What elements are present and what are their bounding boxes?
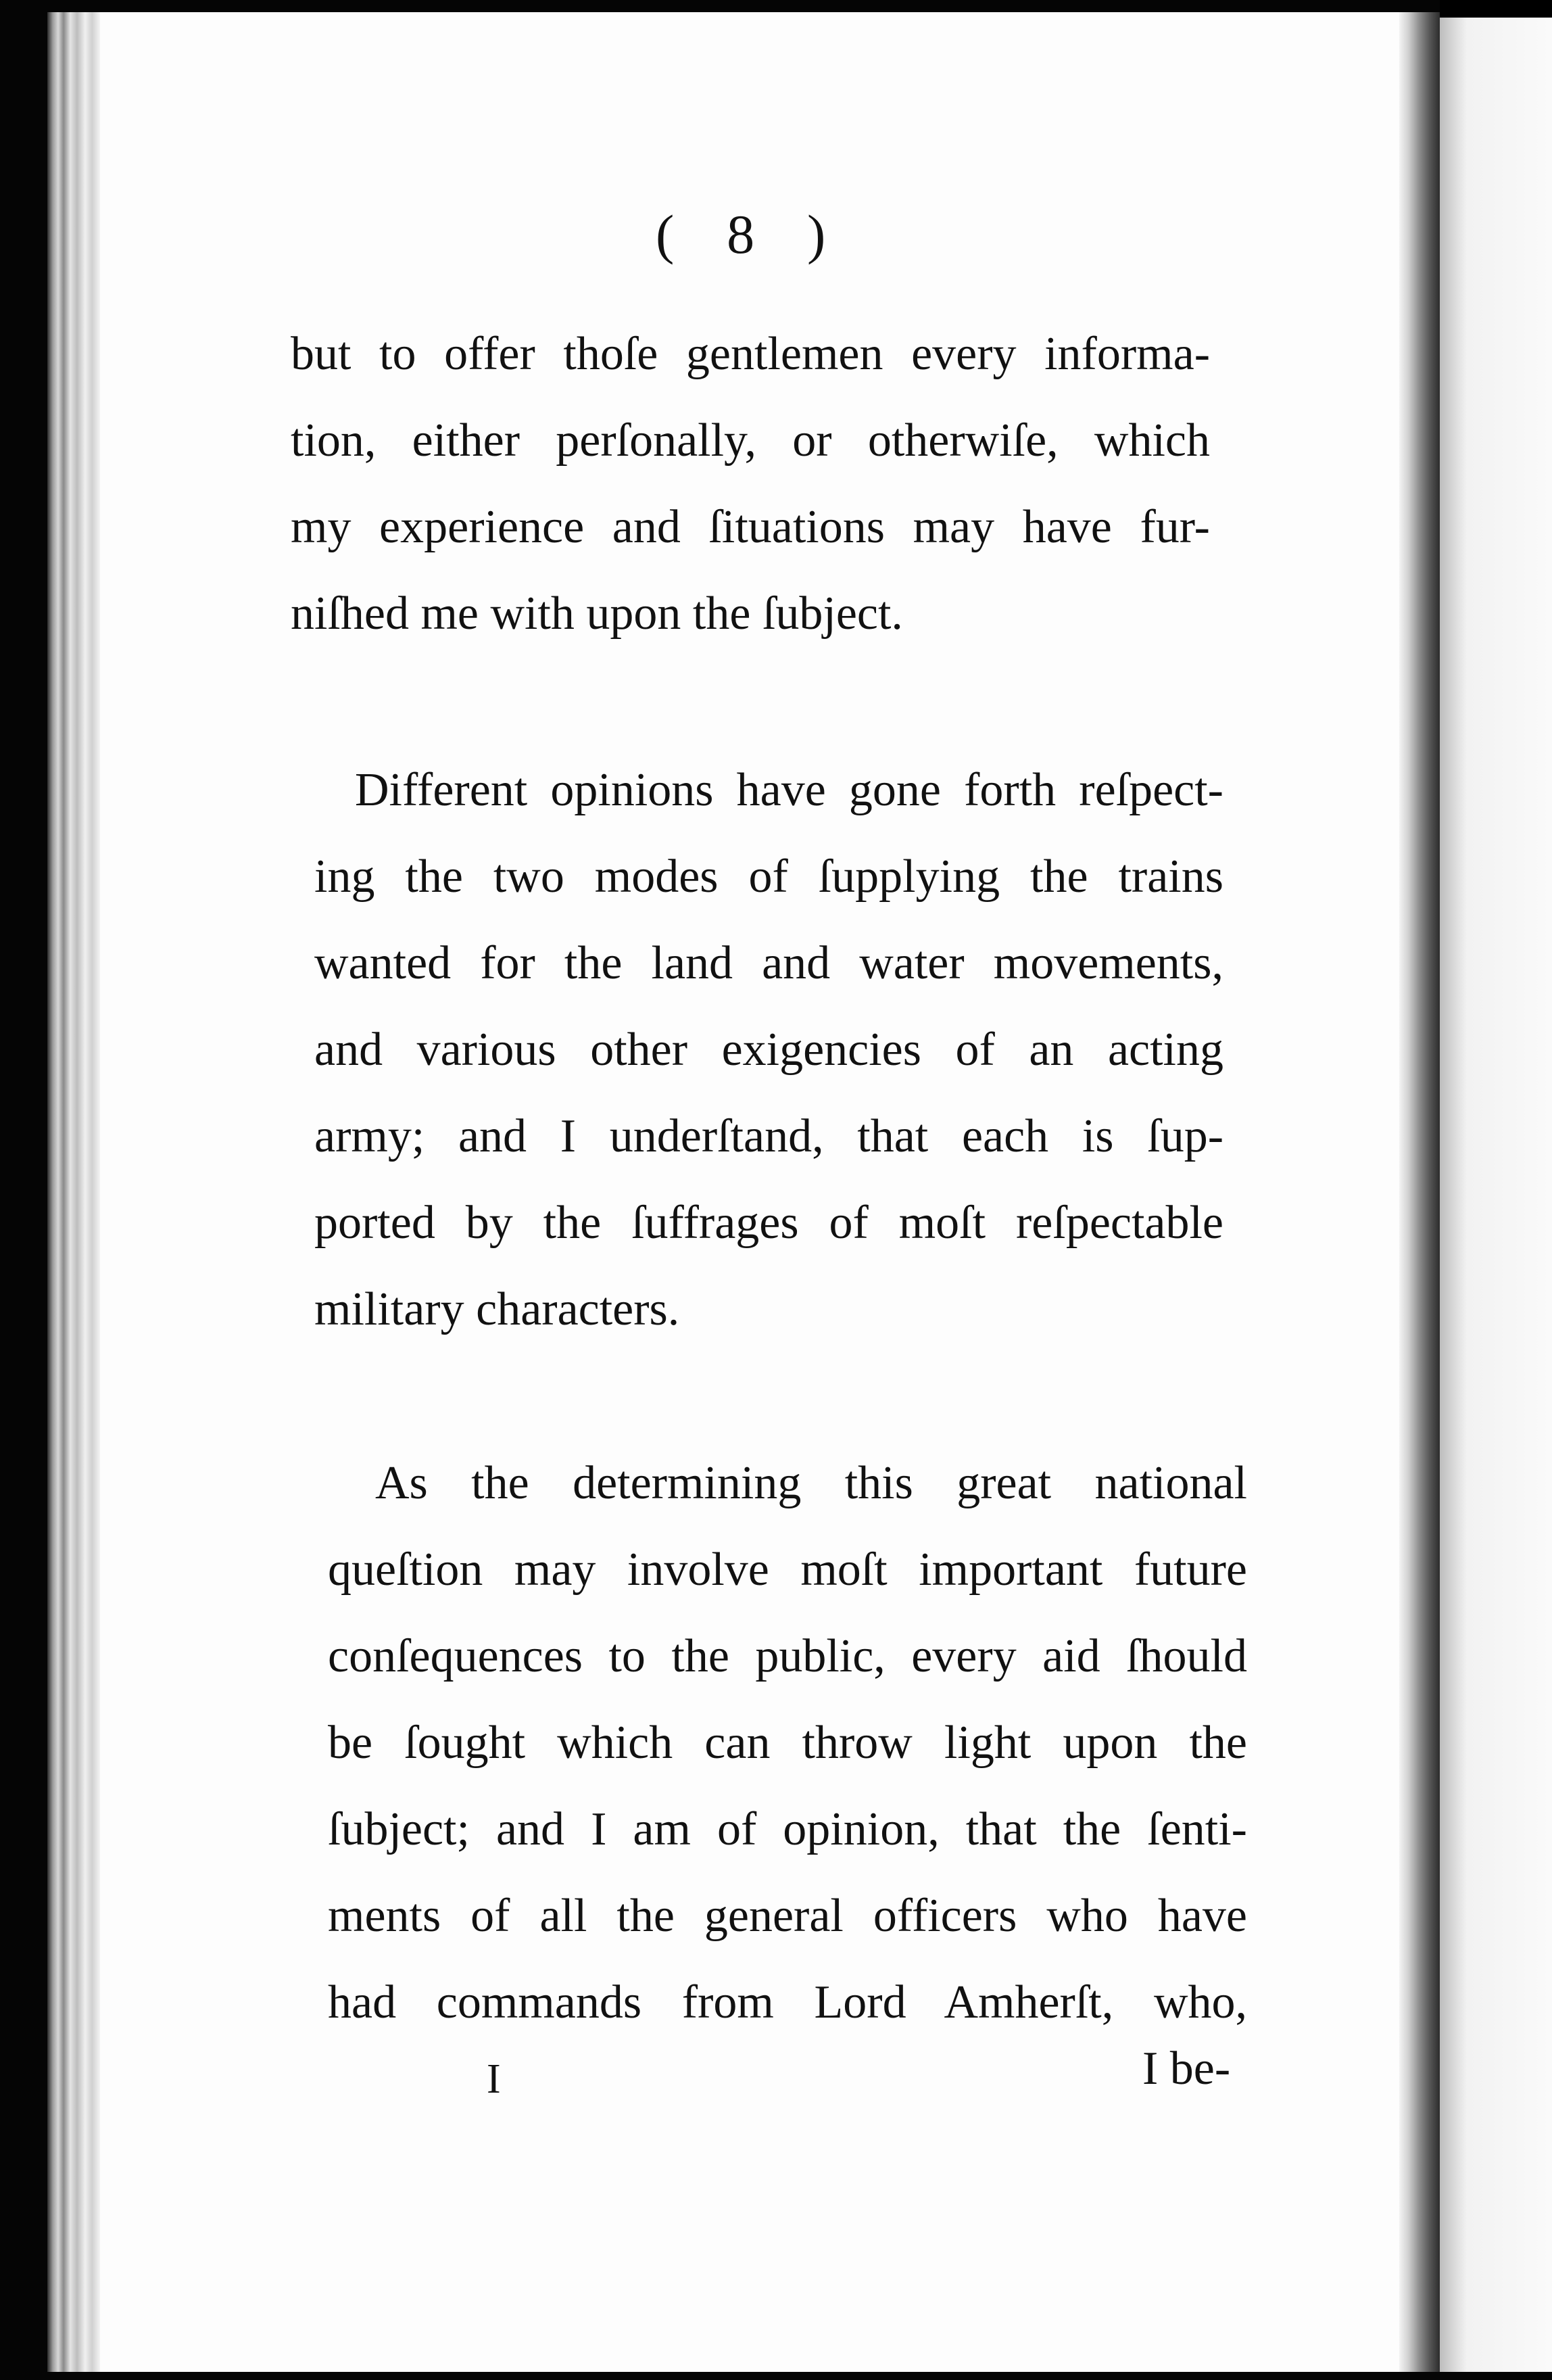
facing-page-edge [1440, 12, 1552, 2372]
page-number: ( 8 ) [655, 204, 846, 265]
text-line: ments of all the general officers who have [328, 1890, 1247, 1942]
text-line: ported by the ſuffrages of moſt reſpectable [314, 1197, 1223, 1249]
left-page-edge [47, 12, 101, 2372]
text-line: military characters. [314, 1283, 680, 1335]
text-line: Different opinions have gone forth reſpect- [355, 764, 1223, 816]
text-line: tion, either perſonally, or otherwiſe, which [291, 414, 1210, 467]
text-line: ſubject; and I am of opinion, that the ſenti- [328, 1803, 1247, 1855]
text-line: be ſought which can throw light upon the [328, 1717, 1247, 1769]
paragraph-1 [291, 311, 1210, 657]
catchword: I be- [1142, 2043, 1231, 2095]
signature-mark: I [487, 2056, 501, 2102]
text-line: and various other exigencies of an acting [314, 1024, 1223, 1076]
text-line: wanted for the land and water movements, [314, 937, 1223, 989]
text-line: but to offer thoſe gentlemen every informa- [291, 328, 1210, 380]
text-line: ing the two modes of ſupplying the trains [314, 851, 1223, 903]
text-line: As the determining this great national [375, 1457, 1247, 1509]
text-line: my experience and ſituations may have fur- [291, 501, 1210, 553]
text-line: conſequences to the public, every aid ſhould [328, 1630, 1247, 1682]
paragraph-2 [314, 747, 1223, 1353]
text-line: niſhed me with upon the ſubject. [291, 588, 903, 640]
text-line: had commands from Lord Amherſt, who, [328, 1976, 1247, 2028]
binding-shadow [1399, 12, 1440, 2372]
scan-border [1440, 0, 1552, 18]
text-line: queſtion may involve moſt important future [328, 1544, 1247, 1596]
text-line: army; and I underſtand, that each is ſup- [314, 1110, 1223, 1162]
paragraph-3 [328, 1440, 1247, 2046]
